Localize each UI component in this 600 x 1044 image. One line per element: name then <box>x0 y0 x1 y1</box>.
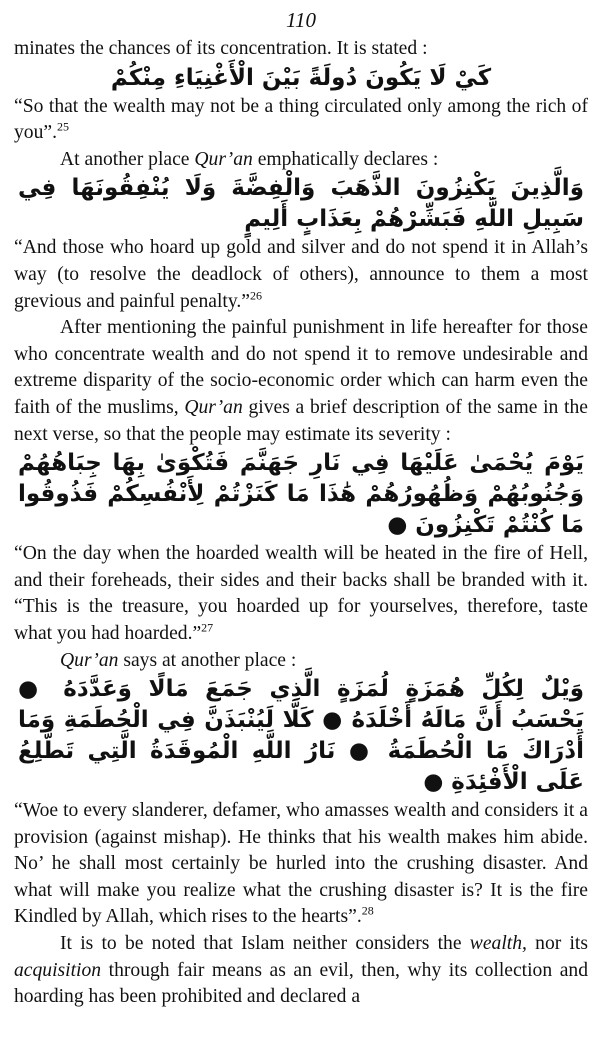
text-run: emphatically declares : <box>252 148 439 170</box>
footnote-ref: 25 <box>57 119 69 134</box>
paragraph <box>14 94 588 147</box>
italic-text: Qur’an <box>184 396 243 418</box>
page-number: 110 <box>286 8 316 32</box>
italic-text: acquisition <box>14 959 102 981</box>
text-run: gives a brief description of the same in the next verse, so that the people may estimate its severity : <box>14 396 588 445</box>
footnote-ref: 27 <box>201 620 214 635</box>
quran-verse-arabic: وَيْلٌ لِكُلِّ هُمَزَةٍ لُمَزَةٍ الَّذِي جَمَعَ مَالًا وَعَدَّدَهُ ● يَحْسَبُ أَنَّ مَالَهُ أَخْلَدَهُ ● كَلَّا لَيُنْبَذَنَّ فِي الْحُطَمَةِ وَمَا أَدْرَاكَ مَا الْحُطَمَةُ ● نَارُ اللَّهِ الْمُوقَدَةُ الَّتِي تَطَّلِعُ عَلَى الْأَفْئِدَةِ ● <box>18 676 584 796</box>
text-run: “Woe to every slanderer, defamer, who amasses wealth and considers it a provision (against mishap). He thinks that his wealth makes him abide. No’ he shall most certainly be hurled into the crushing disaster. And what will make you realize what the crushing disaster is? It is the fire Kindled by Allah, which rises to the hearts”. <box>14 800 588 928</box>
text-run: “And those who hoard up gold and silver and do not spend it in Allah’s way (to resolve the deadlock of others), announce to them a most grevious and painful penalty.” <box>14 237 588 312</box>
quran-verse-arabic: وَالَّذِينَ يَكْنِزُونَ الذَّهَبَ وَالْفِضَّةَ وَلَا يُنْفِقُونَهَا فِي سَبِيلِ اللَّهِ فَبَشِّرْهُمْ بِعَذَابٍ أَلِيمٍ <box>18 175 584 233</box>
text-run: “On the day when the hoarded wealth will be heated in the fire of Hell, and their foreheads, their sides and their backs shall be branded with it. “This is the treasure, you hoarded up for yourselves, therefore, taste what you had hoarded.” <box>14 543 588 644</box>
paragraph <box>14 931 588 1011</box>
paragraph <box>14 648 588 675</box>
italic-text: Qur’an <box>194 148 253 170</box>
paragraph <box>14 315 588 448</box>
paragraph <box>14 541 588 647</box>
text-run: minates the chances of its concentration. It is stated : <box>14 38 428 59</box>
page-content <box>14 36 588 1011</box>
footnote-ref: 26 <box>249 288 262 303</box>
italic-text: wealth, <box>469 933 527 955</box>
text-run: through fair means as an evil, then, why its collection and hoarding has been prohibited and declared a <box>14 959 588 1008</box>
paragraph <box>14 798 588 931</box>
footnote-ref: 28 <box>361 903 374 918</box>
text-run: “So that the wealth may not be a thing circulated only among the rich of you”. <box>14 95 588 144</box>
quran-verse-arabic: يَوْمَ يُحْمَىٰ عَلَيْهَا فِي نَارِ جَهَنَّمَ فَتُكْوَىٰ بِهَا جِبَاهُهُمْ وَجُنُوبُهُمْ وَظُهُورُهُمْ هَٰذَا مَا كَنَزْتُمْ لِأَنْفُسِكُمْ فَذُوقُوا مَا كُنْتُمْ تَكْنِزُونَ ● <box>18 450 584 539</box>
text-run: At another place <box>60 148 195 170</box>
quran-verse-arabic: كَيْ لَا يَكُونَ دُولَةً بَيْنَ الْأَغْنِيَاءِ مِنْكُمْ <box>110 64 492 91</box>
text-run: says at another place : <box>118 649 297 671</box>
italic-text: Qur’an <box>60 649 119 671</box>
paragraph <box>14 235 588 315</box>
paragraph <box>14 147 588 174</box>
text-run: It is to be noted that Islam neither considers the <box>60 933 470 955</box>
text-run: nor its <box>526 933 588 955</box>
text-run: After mentioning the painful punishment in life hereafter for those who concentrate wealth and do not spend it to remove undesirable and extreme disparity of the socio-economic order which can harm even the faith of the muslims, <box>14 317 588 418</box>
paragraph <box>14 36 588 63</box>
